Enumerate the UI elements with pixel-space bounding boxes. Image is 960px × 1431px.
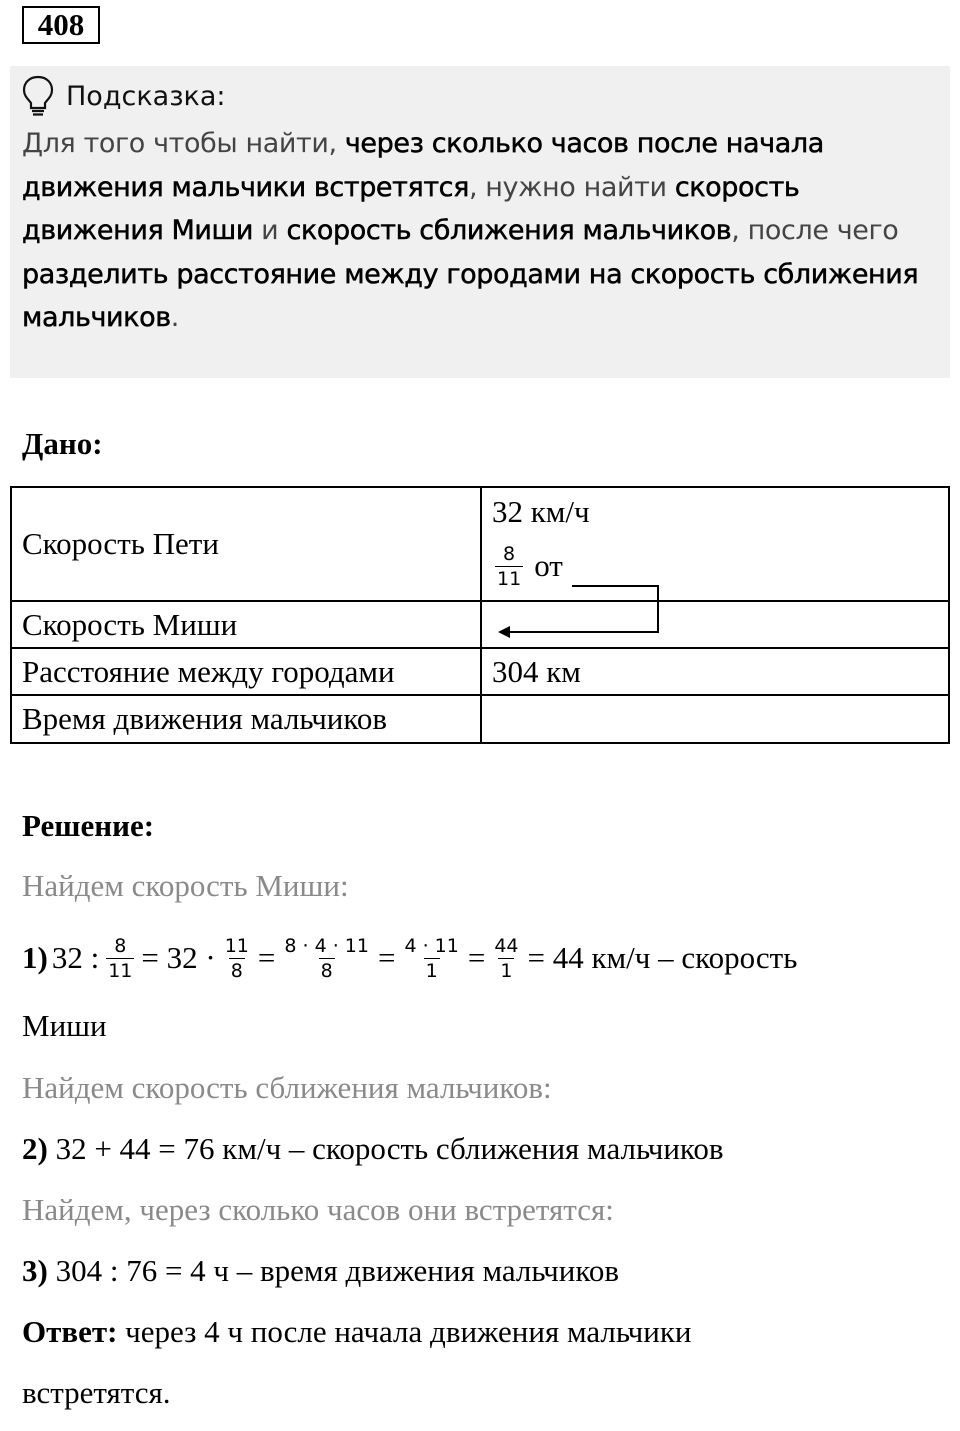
given-value: 32 км/ч xyxy=(492,494,590,529)
fraction-numerator: 11 xyxy=(224,934,249,957)
eq-text: 32 + 44 = 76 км/ч – скорость сближения мальчиков xyxy=(47,1131,724,1166)
table-row xyxy=(11,648,949,695)
given-value: 304 км xyxy=(481,648,949,695)
given-label: Время движения мальчиков xyxy=(11,695,481,743)
fraction-denominator: 1 xyxy=(425,959,438,982)
step2-intro: Найдем скорость сближения мальчиков: xyxy=(22,1070,552,1105)
hint-segment-bold: скорость сближения мальчиков xyxy=(286,215,732,246)
hint-segment: . xyxy=(170,302,179,333)
eq-text: = xyxy=(467,940,486,975)
eq-text: 32 : xyxy=(51,940,100,975)
eq-text: = xyxy=(377,940,396,975)
fraction xyxy=(223,934,251,983)
fraction-denominator: 1 xyxy=(500,959,513,982)
hint-segment: , нужно найти xyxy=(468,171,675,203)
given-label: Скорость Миши xyxy=(11,601,481,648)
eq-text: = 32 · xyxy=(141,940,216,975)
fraction-denominator: 8 xyxy=(230,959,243,982)
step-label: 3) xyxy=(22,1253,48,1288)
step1-intro: Найдем скорость Миши: xyxy=(22,868,349,903)
answer-label: Ответ: xyxy=(22,1314,118,1349)
solution-title: Решение: xyxy=(22,808,155,843)
fraction xyxy=(492,934,520,983)
fraction-numerator: 4 · 11 xyxy=(404,934,459,957)
given-value xyxy=(481,695,949,743)
given-label: Скорость Пети xyxy=(11,487,481,601)
lightbulb-icon xyxy=(22,75,54,117)
hint-segment-bold: разделить расстояние между городами на скорость сближения мальчиков xyxy=(22,258,919,333)
eq-text: = xyxy=(257,940,276,975)
hint-box xyxy=(10,66,950,378)
fraction-numerator: 8 xyxy=(503,542,516,565)
fraction xyxy=(282,934,371,983)
step1-equation xyxy=(22,926,801,990)
fraction-denominator: 11 xyxy=(497,567,522,590)
step-label: 2) xyxy=(22,1131,48,1166)
hint-segment: , после чего xyxy=(731,215,899,246)
of-text: от xyxy=(534,548,563,583)
hint-segment-bold: скорость движения Миши xyxy=(22,171,800,246)
answer-text: через 4 ч после начала движения мальчики xyxy=(117,1314,692,1349)
hint-text xyxy=(22,122,927,340)
fraction-numerator: 44 xyxy=(494,934,519,957)
hint-segment-bold: через сколько часов после начала движения мальчики встретятся xyxy=(22,128,824,203)
given-label: Расстояние между городами xyxy=(11,648,481,695)
eq-text: 304 : 76 = 4 ч – время движения мальчиков xyxy=(47,1253,619,1288)
hint-title: Подсказка: xyxy=(66,80,226,112)
fraction-numerator: 8 xyxy=(114,934,127,957)
answer-continuation: встретятся. xyxy=(22,1375,171,1410)
answer xyxy=(22,1314,692,1350)
hint-segment: , xyxy=(328,128,345,159)
step-label: 1) xyxy=(22,940,48,975)
step3-intro: Найдем, через сколько часов они встретятся: xyxy=(22,1192,614,1227)
step3-equation xyxy=(22,1253,619,1289)
task-number: 408 xyxy=(22,6,100,44)
hint-segment: и xyxy=(252,215,287,246)
step2-equation xyxy=(22,1131,724,1167)
table-row xyxy=(11,695,949,743)
hint-header xyxy=(22,74,226,118)
arrow-icon xyxy=(480,580,670,640)
hint-segment: Для того чтобы найти xyxy=(22,128,329,159)
given-title: Дано: xyxy=(22,426,103,461)
fraction-denominator: 11 xyxy=(108,959,133,982)
fraction xyxy=(402,934,460,983)
fraction-denominator: 8 xyxy=(320,959,333,982)
eq-text: = 44 км/ч – скорость xyxy=(527,940,798,975)
fraction xyxy=(106,934,134,983)
fraction-numerator: 8 · 4 · 11 xyxy=(284,934,369,957)
step1-continuation: Миши xyxy=(22,1008,107,1043)
